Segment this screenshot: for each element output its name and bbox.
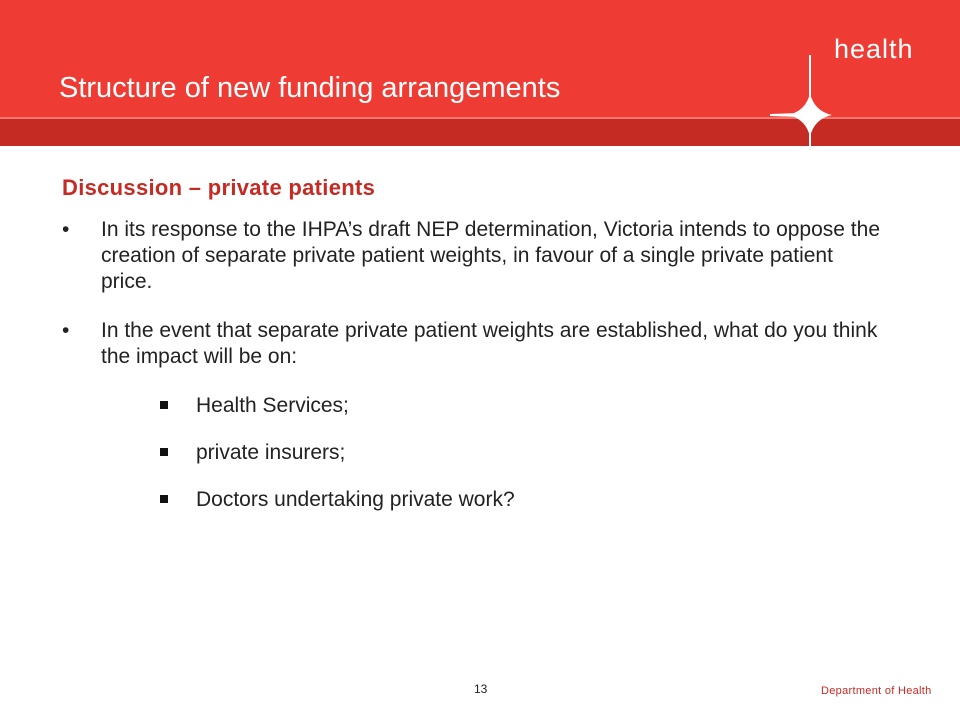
page-number: 13 xyxy=(474,682,488,696)
sub-bullet-item xyxy=(160,441,345,465)
square-bullet-icon xyxy=(160,448,168,456)
sub-bullet-item xyxy=(160,394,349,418)
brand-wordmark: health xyxy=(834,34,914,64)
bullet-mark: • xyxy=(62,319,70,342)
bullet-text: In the event that separate private patient weights are established, what do you think the impact will be on: xyxy=(101,319,878,368)
bullet-text: In its response to the IHPA’s draft NEP determination, Victoria intends to oppose the creation of separate private patient weights, in favour of a single private patient price. xyxy=(101,218,880,293)
department-logo-text: Department of Health xyxy=(821,685,932,697)
sub-bullet-text: private insurers; xyxy=(196,441,346,464)
bullet-item xyxy=(62,318,882,370)
section-subheading: Discussion – private patients xyxy=(62,175,376,200)
bullet-item xyxy=(62,217,882,295)
square-bullet-icon xyxy=(160,401,168,409)
sub-bullet-text: Doctors undertaking private work? xyxy=(196,488,515,511)
star-logo-icon xyxy=(770,55,890,175)
sub-bullet-text: Health Services; xyxy=(196,394,349,417)
square-bullet-icon xyxy=(160,495,168,503)
sub-bullet-item xyxy=(160,488,515,512)
slide-title: Structure of new funding arrangements xyxy=(59,72,561,104)
bullet-mark: • xyxy=(62,218,70,241)
